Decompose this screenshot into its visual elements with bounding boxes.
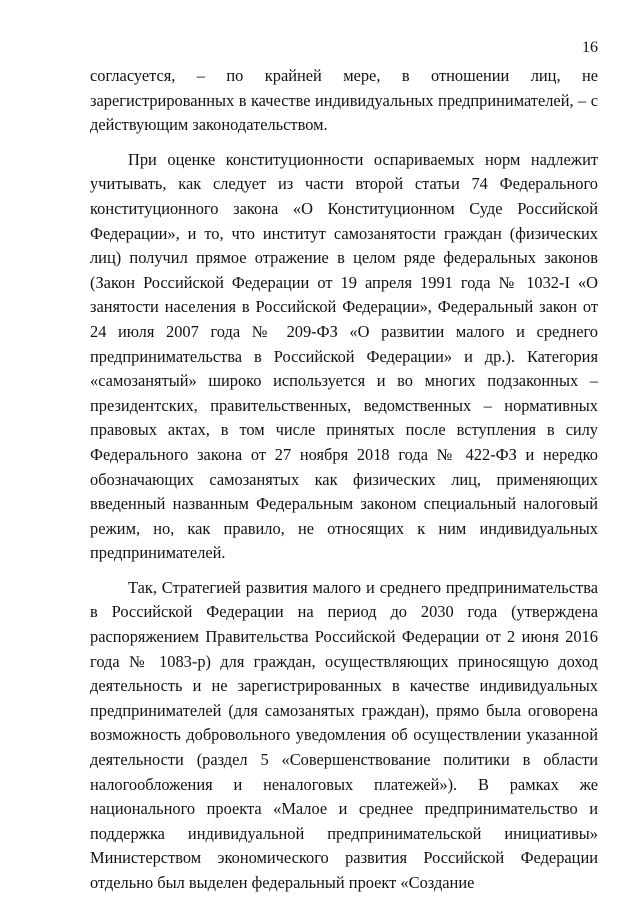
- document-body: [90, 64, 598, 896]
- paragraph-strategy: Так, Стратегией развития малого и среднего предпринимательства в Российской Федерации на период до 2030 года (утверждена распоряжением Правительства Российской Федерации от 2 июня 2016 года № 1083-р) для граждан, осуществляющих приносящую доход деятельность и не зарегистрированных в качестве индивидуальных предпринимателей (для самозанятых граждан), прямо была оговорена возможность добровольного уведомления об осуществлении указанной деятельности (раздел 5 «Совершенствование политики в области налогообложения и неналоговых платежей»). В рамках же национального проекта «Малое и среднее предпринимательство и поддержка индивидуальной предпринимательской инициативы» Министерством экономического развития Российской Федерации отдельно был выделен федеральный проект «Создание: [90, 577, 598, 892]
- paragraph-constitutionality: При оценке конституционности оспариваемых норм надлежит учитывать, как следует из части второй статьи 74 Федерального конституционного закона «О Конституционном Суде Российской Федерации», и то, что институт самозанятости граждан (физических лиц) получил прямое отражение в целом ряде федеральных законов (Закон Российской Федерации от 19 апреля 1991 года № 1032-I «О занятости населения в Российской Федерации», Федеральный закон от 24 июля 2007 года № 209-ФЗ «О развитии малого и среднего предпринимательства в Российской Федерации» и др.). Категория «самозанятый» широко используется и во многих подзаконных – президентских, правительственных, ведомственных – нормативных правовых актах, в том числе принятых после вступления в силу Федерального закона от 27 ноября 2018 года № 422-ФЗ и нередко обозначающих самозанятых как физических лиц, применяющих введенный названным Федеральным законом специальный налоговый режим, но, как правило, не относящих к ним индивидуальных предпринимателей.: [90, 149, 598, 563]
- page-number: 16: [582, 39, 598, 56]
- paragraph-continuation: согласуется, – по крайней мере, в отношении лиц, не зарегистрированных в качестве индивидуальных предпринимателей, – с действующим законодательством.: [90, 66, 598, 135]
